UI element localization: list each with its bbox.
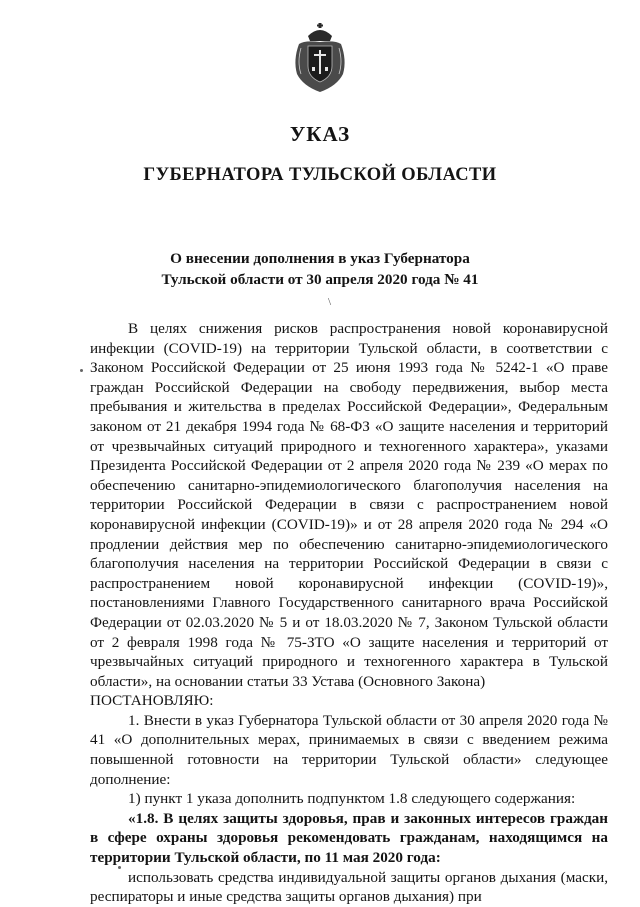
document-body xyxy=(90,319,608,907)
clause-1-8-paragraph: «1.8. В целях защиты здоровья, прав и законных интересов граждан в сфере охраны здоровья рекомендовать гражданам, находящимся на территории Тульской области, по 11 мая 2020 года: xyxy=(90,809,608,867)
subject-line-1: О внесении дополнения в указ Губернатора xyxy=(170,250,470,267)
item-1-paragraph: 1. Внести в указ Губернатора Тульской области от 30 апреля 2020 года № 41 «О дополнительных мерах, принимаемых в связи с введением режима повышенной готовности на территории Тульской области» следующее дополнение: xyxy=(90,711,608,788)
decree-word: ПОСТАНОВЛЯЮ: xyxy=(90,692,214,710)
margin-dot xyxy=(80,369,83,372)
measures-paragraph: использовать средства индивидуальной защиты органов дыхания (маски, респираторы и иные средства защиты органов дыхания) при xyxy=(90,868,608,906)
subject-line-2: Тульской области от 30 апреля 2020 года № 41 xyxy=(161,271,479,288)
tula-coat-of-arms-icon xyxy=(291,22,349,94)
preamble-paragraph: В целях снижения рисков распространения новой коронавирусной инфекции (COVID-19) на территории Тульской области, в соответствии с Законом Российской Федерации от 25 июня 1993 года № 5242-1 «О праве граждан Российской Федерации на свободу передвижения, выбор места пребывания и жительства в пределах Российской Федерации», Федеральным законом от 21 декабря 1994 года № 68-ФЗ «О защите населения и территорий от чрезвычайных ситуаций природного и техногенного характера», указами Президента Российской Федерации от 2 апреля 2020 года № 239 «О мерах по обеспечению санитарно-эпидемиологического благополучия населения на территории Российской Федерации в связи с распространением новой коронавирусной инфекции (COVID-19)» и от 28 апреля 2020 года № 294 «О продлении действия мер по обеспечению санитарно-эпидемиологического благополучия населения на территории Российской Федерации в связи с распространением новой коронавирусной инфекции (COVID-19)», постановлениями Главного Государственного санитарного врача Российской Федерации от 02.03.2020 № 5 и от 18.03.2020 № 7, Законом Тульской области от 2 февраля 1998 года № 75-ЗТО «О защите населения и территорий от чрезвычайных ситуаций природного и техногенного характера в Тульской области», на основании статьи 33 Устава (Основного Закона) xyxy=(90,320,608,690)
document-subject xyxy=(90,248,550,290)
subitem-1-paragraph: 1) пункт 1 указа дополнить подпунктом 1.8 следующего содержания: xyxy=(128,790,576,808)
document-title: УКАЗ xyxy=(289,122,351,146)
document-issuer: ГУБЕРНАТОРА ТУЛЬСКОЙ ОБЛАСТИ xyxy=(143,165,497,185)
stray-mark: \ xyxy=(328,296,332,308)
